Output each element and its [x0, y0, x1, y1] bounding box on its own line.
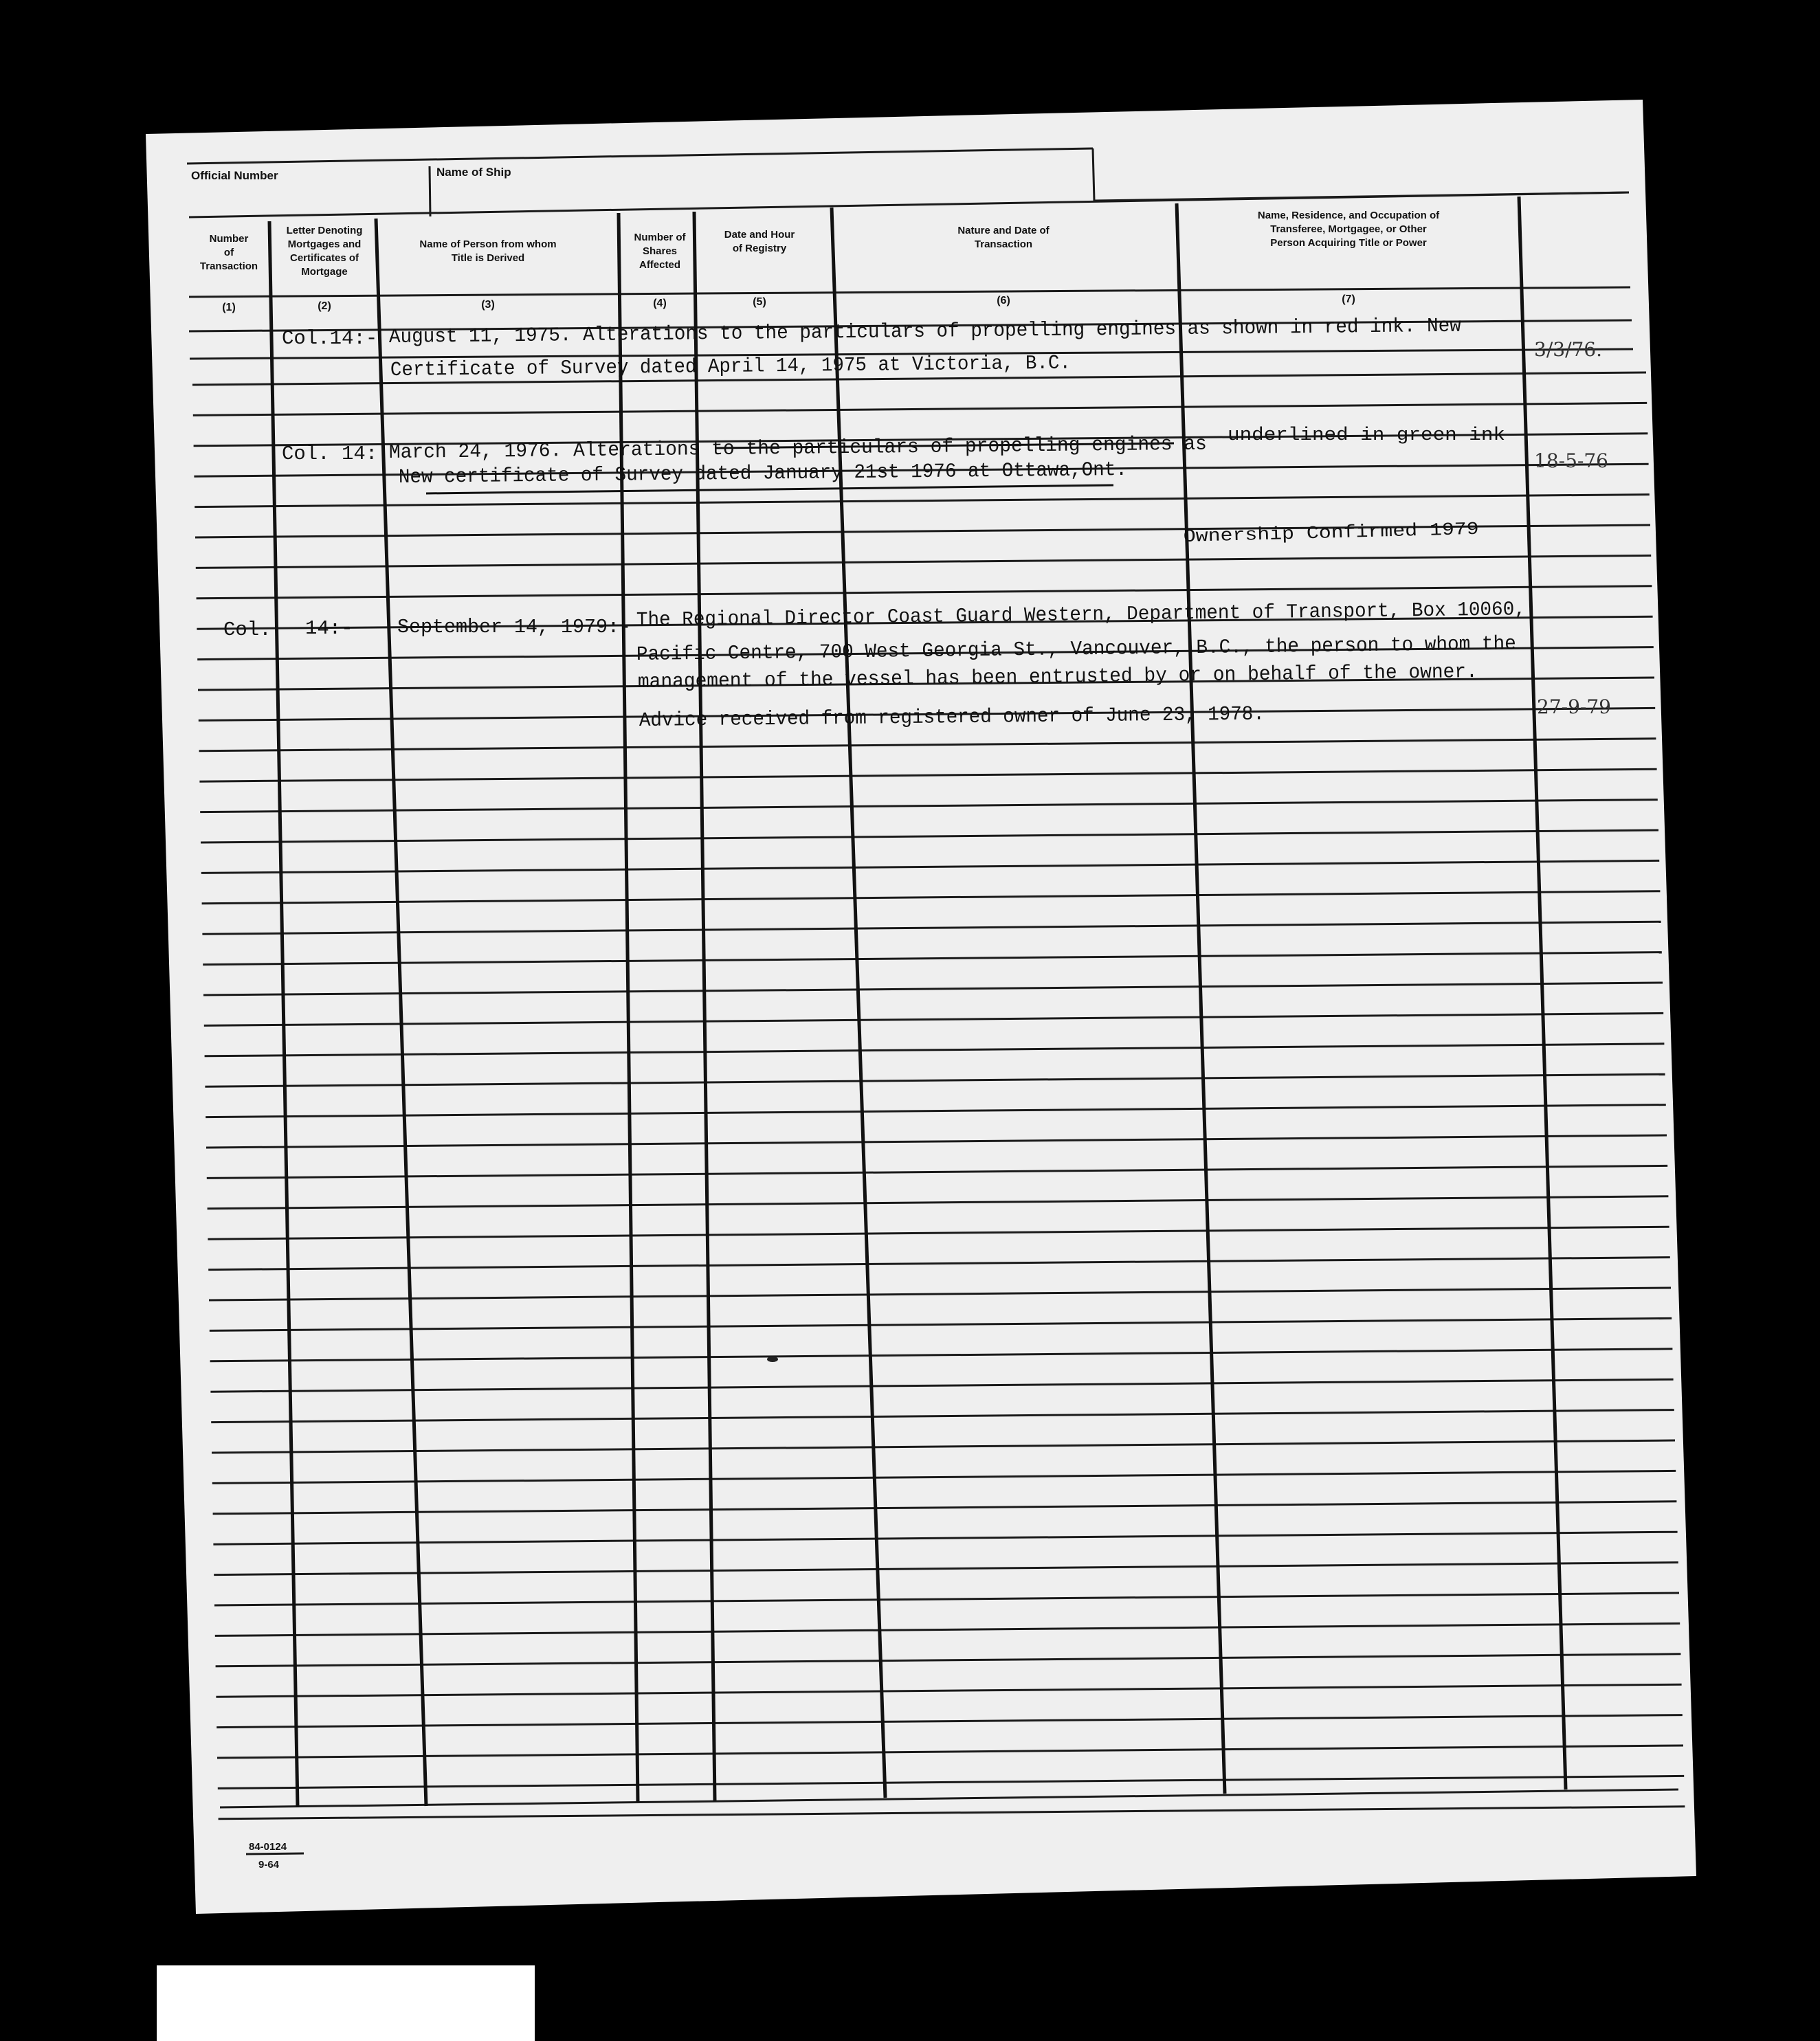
- column-number: (4): [653, 298, 667, 309]
- entry3-column-ref-a: Col.: [223, 618, 271, 641]
- entry1-text-line2: Certificate of Survey dated April 14, 1975 at Victoria, B.C.: [390, 351, 1109, 381]
- column-header-line: Number: [209, 233, 249, 245]
- entry3-text-line4: Advice received from registered owner of June 23, 1978.: [639, 702, 1298, 732]
- column-header-line: Transaction: [199, 260, 258, 272]
- column-header-line: Nature and Date of: [957, 225, 1050, 236]
- column-header-line: Transferee, Mortgagee, or Other: [1270, 223, 1427, 235]
- entry2-addition: underlined in green ink: [1228, 425, 1505, 446]
- entry3-date-text: September 14, 1979:-: [397, 616, 631, 638]
- column-header-line: Letter Denoting: [286, 225, 363, 236]
- ownership-confirmed-stamp: Ownership Confirmed 1979: [1183, 520, 1441, 547]
- column-header-line: Date and Hour: [724, 229, 795, 241]
- ink-blot: [767, 1357, 778, 1362]
- entry2-column-ref: Col. 14:: [282, 443, 378, 465]
- entry2-text-line1: March 24, 1976. Alterations to the particulars of propelling engines as: [388, 432, 1239, 464]
- column-number: (2): [318, 300, 331, 312]
- column-header-line: Name of Person from whom: [419, 238, 557, 250]
- column-header-line: Affected: [639, 259, 681, 271]
- entry2-text-line2: New certificate of Survey dated January 21st 1976 at Ottawa,Ont.: [398, 458, 1164, 489]
- column-header-line: Certificates of: [289, 252, 359, 264]
- entry1-text-line1: August 11, 1975. Alterations to the particulars of propelling engines as shown in red ink. New: [388, 313, 1513, 348]
- entry3-text-line2: Pacific Centre, 700 West Georgia St., Vancouver, B.C., the person to whom the: [636, 632, 1558, 666]
- entry1-registry-date: 3/3/76.: [1534, 338, 1603, 361]
- form-code-divider: [246, 1853, 304, 1854]
- column-number: (6): [997, 295, 1010, 306]
- form-code-number: 84-0124: [249, 1841, 287, 1853]
- entry2-registry-date: 18-5-76: [1534, 449, 1608, 472]
- column-header-line: Mortgages and: [287, 238, 362, 250]
- column-number: (7): [1342, 293, 1355, 305]
- paper-scrap: [157, 1965, 535, 2041]
- column-header-line: Name, Residence, and Occupation of: [1257, 210, 1440, 221]
- entry1-column-ref: Col.14:-: [282, 327, 378, 350]
- column-header-line: Transaction: [974, 238, 1033, 250]
- column-number: (1): [222, 302, 236, 313]
- form-code-date: 9-64: [258, 1859, 280, 1871]
- official-number-label: Official Number: [191, 169, 278, 182]
- column-number: (5): [753, 296, 766, 308]
- column-number: (3): [481, 299, 495, 311]
- column-header-line: of: [223, 247, 234, 258]
- entry3-registry-date: 27-9-79: [1537, 695, 1611, 718]
- column-header-line: Person Acquiring Title or Power: [1270, 237, 1427, 249]
- column-header-line: Mortgage: [301, 266, 348, 278]
- column-header-line: Number of: [634, 232, 686, 243]
- column-header-line: of Registry: [732, 243, 787, 254]
- column-header-line: Shares: [642, 245, 678, 257]
- column-header-line: Title is Derived: [451, 252, 525, 264]
- ship-name-label: Name of Ship: [436, 166, 511, 179]
- entry3-text-line3: management of the vessel has been entrusted by or on behalf of the owner.: [637, 660, 1511, 693]
- entry3-text-line1: The Regional Director Coast Guard Western, Department of Transport, Box 10060,: [636, 597, 1570, 632]
- entry3-column-ref-b: 14:-: [305, 617, 353, 640]
